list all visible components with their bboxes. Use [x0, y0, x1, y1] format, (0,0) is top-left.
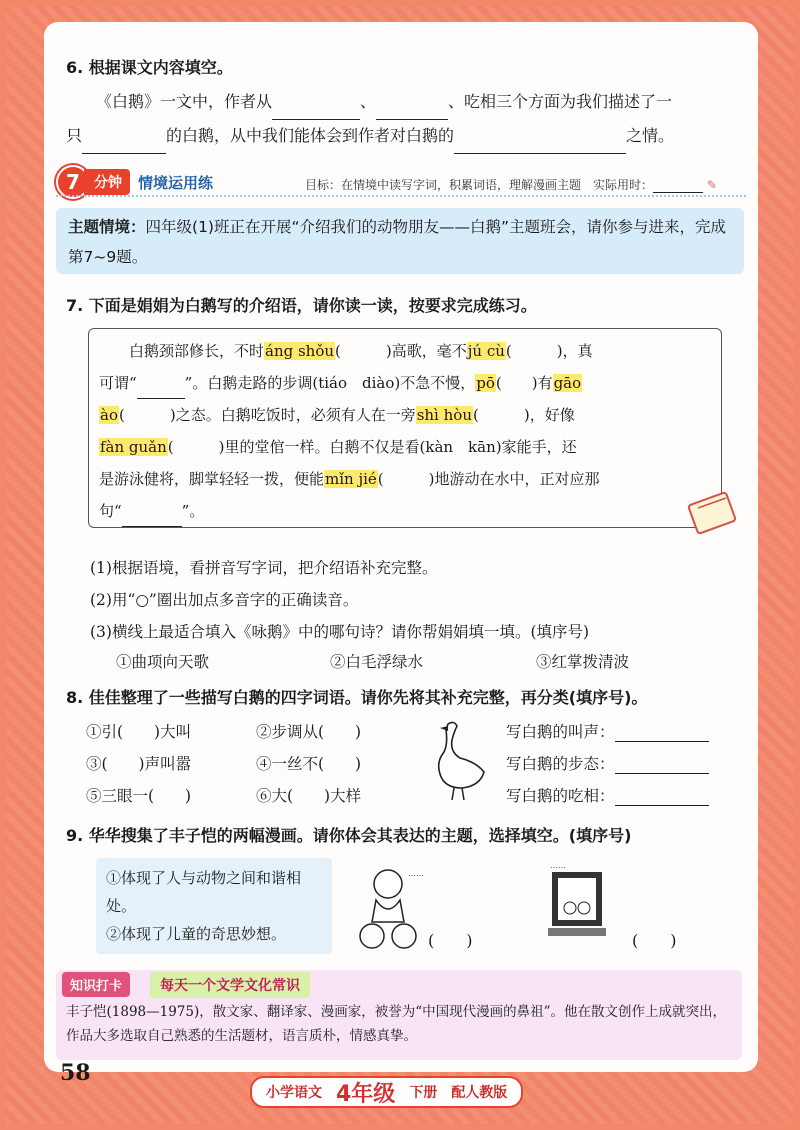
- q9-title: 9. 华华搜集了丰子恺的两幅漫画。请你体会其表达的主题，选择填空。(填序号): [66, 826, 632, 845]
- pencil-icon: ✎: [706, 178, 717, 192]
- category-label: 写白鹅的叫声：: [506, 723, 615, 741]
- pinyin: mǐn jié: [325, 470, 377, 488]
- intro-line: [99, 495, 711, 527]
- q8-category-call: [506, 720, 709, 742]
- intro-text: 句“: [99, 502, 122, 520]
- q7-sub1: (1)根据语境，看拼音写字词，把介绍语补充完整。: [90, 559, 438, 577]
- pinyin: gāo: [553, 374, 582, 392]
- time-blank[interactable]: [653, 180, 703, 193]
- q8-title: 8. 佳佳整理了一些描写白鹅的四字词语。请你先将其补充完整，再分类(填序号)。: [66, 688, 648, 707]
- q7-option-3[interactable]: ③红掌拨清波: [536, 653, 630, 671]
- intro-line: [99, 367, 711, 399]
- q6-text: 《白鹅》一文中，作者从: [96, 92, 273, 111]
- intro-line: [99, 335, 711, 367]
- intro-line: [99, 463, 711, 495]
- section-minutes: 分钟: [84, 169, 130, 195]
- q6-line1: [96, 84, 672, 120]
- q6-text: 、: [360, 92, 377, 111]
- q8-category-eat: [506, 784, 709, 806]
- footer-subject: 小学语文: [266, 1085, 322, 1101]
- intro-text: ( )高歌，毫不: [335, 342, 467, 360]
- intro-text: ( )，真: [505, 342, 593, 360]
- q8-item[interactable]: ②步调从( ): [256, 723, 362, 741]
- divider: [56, 195, 746, 197]
- poem-blank-1[interactable]: [137, 380, 185, 399]
- intro-text: ( )有: [495, 374, 553, 392]
- scene-box: [56, 208, 744, 274]
- q8-category-walk: [506, 752, 709, 774]
- cartoon-window-scene: [544, 858, 610, 950]
- footer-bar: [250, 1076, 523, 1108]
- intro-text: 是游泳健将，脚掌轻轻一拨，便能: [99, 470, 325, 488]
- answer-blank[interactable]: [615, 787, 709, 806]
- pinyin: fàn guǎn: [100, 438, 167, 456]
- section-header: [56, 168, 213, 196]
- q6-text: 之情。: [626, 126, 675, 145]
- footer-grade: 4年级: [336, 1081, 396, 1107]
- q6-text: 只: [66, 126, 83, 145]
- q8-item[interactable]: ④一丝不( ): [256, 755, 362, 773]
- q6-title: 6. 根据课文内容填空。: [66, 58, 233, 77]
- answer-blank[interactable]: [615, 723, 709, 742]
- section-goal: [305, 176, 717, 193]
- q7-option-1[interactable]: ①曲项向天歌: [116, 653, 210, 671]
- q6-text: 的白鹅，从中我们能体会到作者对白鹅的: [166, 126, 455, 145]
- section-number: 7: [56, 165, 90, 199]
- q8-item[interactable]: ①引( )大叫: [86, 723, 192, 741]
- intro-text: ”。: [181, 502, 205, 520]
- q7-option-2[interactable]: ②白毛浮绿水: [330, 653, 424, 671]
- intro-line: [99, 431, 711, 463]
- knowledge-text: 丰子恺(1898—1975)，散文家、翻译家、漫画家，被誉为“中国现代漫画的鼻祖”。他在散文创作上成就突出，作品大多选取自己熟悉的生活题材，语言质朴，情感真挚。: [66, 1004, 727, 1044]
- cartoon-child-on-tricycle: [350, 862, 426, 952]
- intro-box: [88, 328, 722, 528]
- scene-text: 四年级(1)班正在开展“介绍我们的动物朋友——白鹅”主题班会，请你参与进来，完成第7~9题。: [68, 218, 727, 266]
- intro-text: ( )，好像: [472, 406, 575, 424]
- intro-text: ”。白鹅走路的步调(tiáo diào)不急不慢，: [184, 374, 476, 392]
- intro-text: ( )地游动在水中，正对应那: [377, 470, 600, 488]
- scene-label: 主题情境：: [68, 218, 146, 236]
- section-goal-text: 目标：在情境中读写字词，积累词语，理解漫画主题 实际用时：: [305, 178, 654, 192]
- pinyin: áng shǒu: [265, 342, 335, 360]
- footer-edition: 配人教版: [451, 1085, 508, 1101]
- q8-item[interactable]: ③( )声叫嚣: [86, 755, 192, 773]
- category-label: 写白鹅的吃相：: [506, 787, 615, 805]
- intro-text: ( )之态。白鹅吃饭时，必须有人在一旁: [118, 406, 416, 424]
- knowledge-tag: 知识打卡: [62, 972, 130, 997]
- footer-term: 下册: [409, 1085, 438, 1101]
- intro-line: [99, 399, 711, 431]
- q6-blank-3[interactable]: [82, 135, 166, 154]
- svg-text:……: ……: [408, 869, 424, 878]
- pinyin: pō: [476, 374, 495, 392]
- q7-sub2: (2)用“○”圈出加点多音字的正确读音。: [90, 591, 359, 609]
- svg-text:……: ……: [550, 861, 566, 870]
- q7-sub3: (3)横线上最适合填入《咏鹅》中的哪句诗？请你帮娟娟填一填。(填序号): [90, 623, 590, 641]
- section-title: 情境运用练: [138, 173, 214, 192]
- q8-item[interactable]: ⑤三眼一( ): [86, 787, 192, 805]
- q6-blank-4[interactable]: [454, 135, 626, 154]
- q6-line2: [66, 118, 674, 154]
- goose-icon: [428, 718, 488, 802]
- q9-options-box: [96, 858, 332, 954]
- pinyin: ào: [100, 406, 118, 424]
- q8-item[interactable]: ⑥大( )大样: [256, 787, 362, 805]
- pinyin: shì hòu: [416, 406, 472, 424]
- q7-title: 7. 下面是娟娟为白鹅写的介绍语，请你读一读，按要求完成练习。: [66, 296, 537, 315]
- knowledge-title: 每天一个文学文化常识: [150, 972, 310, 998]
- answer-blank[interactable]: [615, 755, 709, 774]
- pinyin: jú cù: [467, 342, 505, 360]
- q9-answer-2[interactable]: ( ): [632, 931, 677, 950]
- poem-blank-2[interactable]: [122, 508, 182, 527]
- page-number: 58: [60, 1060, 91, 1086]
- q6-text: 、吃相三个方面为我们描述了一: [448, 92, 673, 111]
- intro-text: ( )里的堂倌一样。白鹅不仅是看(kàn kān)家能手，还: [167, 438, 577, 456]
- notepad-icon: [686, 490, 740, 536]
- q9-option-1: ①体现了人与动物之间和谐相处。: [106, 869, 302, 915]
- q9-answer-1[interactable]: ( ): [428, 931, 473, 950]
- category-label: 写白鹅的步态：: [506, 755, 615, 773]
- intro-text: 白鹅颈部修长，不时: [129, 342, 265, 360]
- q9-option-2: ②体现了儿童的奇思妙想。: [106, 925, 287, 943]
- intro-text: 可谓“: [99, 374, 137, 392]
